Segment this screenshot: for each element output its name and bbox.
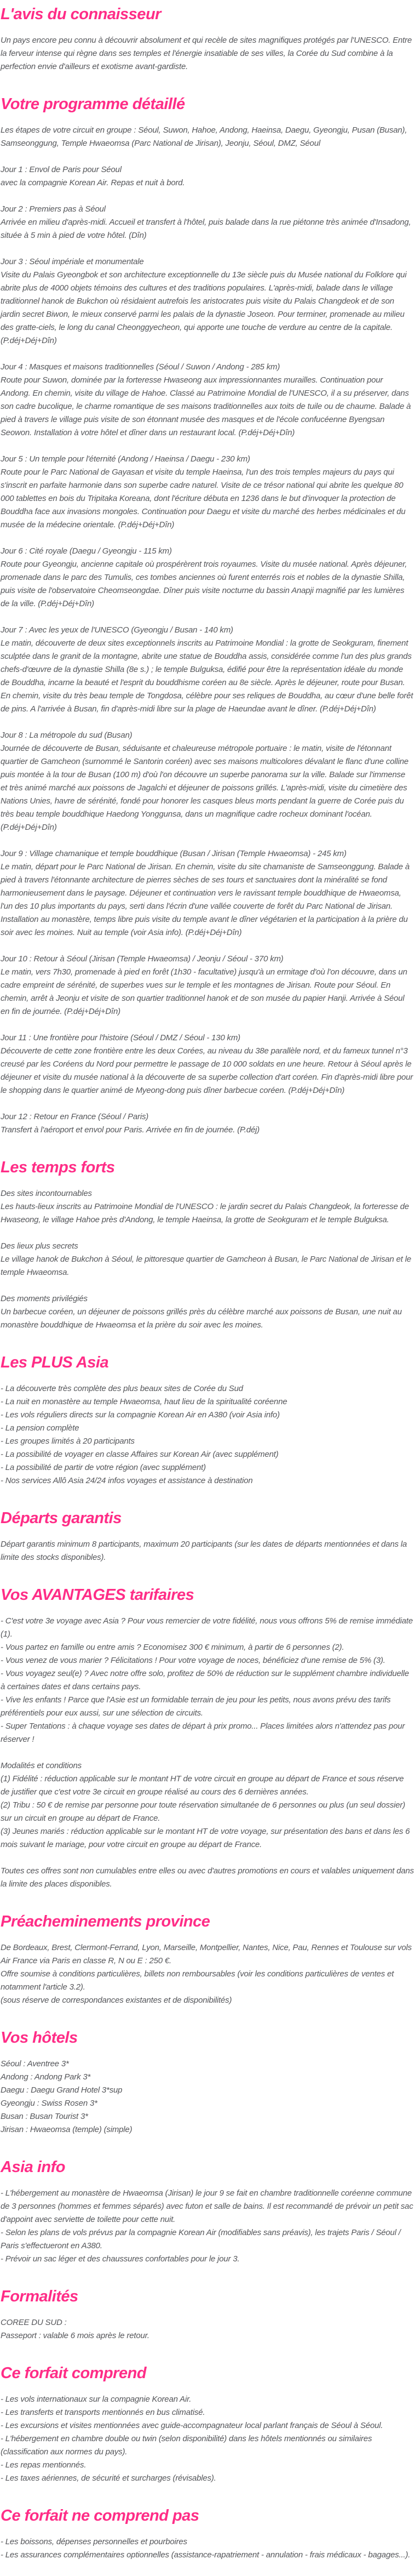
day-title: Jour 9 : Village chamanique et temple bouddhique (Busan / Jirisan (Temple Hwaeomsa) - 245 km)	[1, 849, 347, 858]
list-item: - La possibilité de voyager en classe Affaires sur Korean Air (avec supplément)	[1, 1450, 279, 1459]
forfait-ne-comprend-pas-list	[1, 2535, 414, 2562]
temps-forts-subtitle: Des lieux plus secrets	[1, 1241, 78, 1251]
temps-forts-body: Le village hanok de Bukchon à Séoul, le pittoresque quartier de Gamcheon à Busan, le Parc National de Jirisan et le temple Hwaeomsa.	[1, 1255, 411, 1277]
section-title-vos-hotels: Vos hôtels	[1, 2029, 78, 2047]
list-item: - Les groupes limités à 20 participants	[1, 1437, 135, 1446]
section-title-plus-asia: Les PLUS Asia	[1, 1354, 109, 1371]
condition-note: (1) Fidélité : réduction applicable sur le montant HT de votre circuit en groupe au départ de France et sous réserve de justifier que c'est votre 3e circuit en groupe réalisé au cours des 6 dernières années.	[1, 1774, 404, 1797]
plus-asia-list	[1, 1382, 414, 1488]
day-body: Le matin, découverte de deux sites exceptionnels inscrits au Patrimoine Mondial : la grotte de Seokguram, finement sculptée dans le granit de la montagne, abrite une statue de Bouddha assis, considérée comme l'un des plus grands chefs-d'œuvre de la dynastie Shilla (8e s.) ; le temple Bulguksa, édifié pour être la représentation idéale du monde de Bouddha, incarne la beauté et l'esprit du bouddhisme coréen au 8e siècle. Après le déjeuner, route pour Busan. En chemin, visite du très beau temple de Tongdosa, célèbre pour ses reliques de Bouddha, au cœur d'une belle forêt de pins. A l'arrivée à Busan, fin d'après-midi libre sur la plage de Haeundae avant le dîner. (P.déj+Déj+Dîn)	[1, 639, 413, 714]
preacheminements-block	[1, 1941, 414, 2007]
day-block-3	[1, 255, 414, 347]
day-body: Journée de découverte de Busan, séduisante et chaleureuse métropole portuaire : le matin, visite de l'étonnant quartier de Gamcheon (surnommé le Santorin coréen) avec ses maisons multicolores dévalant le flanc d'une colline puis montée à la tour de Busan (100 m) d'où l'on découvre un superbe panorama sur la ville. Balade sur l'immense et très animé marché aux poissons de Jagalchi et déjeuner de poissons grillés. L'après-midi, visite du cimetière des Nations Unies, havre de sérénité, fondé pour honorer les casques bleus morts pendant la guerre de Corée puis du très beau temple bouddhique Haedong Yonggunsa, dans un magnifique cadre rocheux dominant l'océan. (P.déj+Déj+Dîn)	[1, 744, 409, 832]
list-item: - Vous partez en famille ou entre amis ? Economisez 300 € minimum, à partir de 6 personnes (2).	[1, 1643, 344, 1652]
list-item: - Les vols internationaux sur la compagnie Korean Air.	[1, 2395, 192, 2404]
asia-info-list	[1, 2187, 414, 2266]
day-title: Jour 3 : Séoul impériale et monumentale	[1, 257, 144, 266]
preacheminements-line: (sous réserve de correspondances existantes et de disponibilités)	[1, 1996, 232, 2005]
list-item: - Les excursions et visites mentionnées avec guide-accompagnateur local parlant français de Séoul à Séoul.	[1, 2421, 383, 2430]
day-body: Route pour le Parc National de Gayasan et visite du temple Haeinsa, l'un des trois temples majeurs du pays qui s'inscrit en parfaite harmonie dans son superbe cadre naturel. Visite de ce trésor national qui abrite les quelque 80 000 tablettes en bois du Tripitaka Koreana, dont l'écriture débuta en 1236 dans le but d'invoquer la protection de Bouddha face aux invasions mongoles. Continuation pour Daegu et visite du marché des herbes médicinales et du musée de la médecine orientale. (P.déj+Déj+Dîn)	[1, 468, 406, 529]
day-body: Route pour Gyeongju, ancienne capitale où prospérèrent trois royaumes. Visite du musée national. Après déjeuner, promenade dans le parc des Tumulis, ces tombes anciennes où furent enterrés rois et nobles de la dynastie Shilla, puis visite de l'observatoire Cheomseongdae. Dîner puis visite nocturne du bassin Anapji magnifié par les lumières de la ville. (P.déj+Déj+Dîn)	[1, 560, 407, 608]
section-title-forfait-ne-comprend-pas: Ce forfait ne comprend pas	[1, 2507, 199, 2524]
day-title: Jour 4 : Masques et maisons traditionnelles (Séoul / Suwon / Andong - 285 km)	[1, 362, 280, 372]
day-block-5	[1, 453, 414, 532]
formalites-passport: Passeport : valable 6 mois après le retour.	[1, 2331, 149, 2340]
condition-note: (3) Jeunes mariés : réduction applicable sur le montant HT de votre voyage, sur présentation des bans et dans les 6 mois suivant le mariage, pour votre circuit en groupe au départ de France.	[1, 1827, 410, 1849]
list-item: - C'est votre 3e voyage avec Asia ? Pour vous remercier de votre fidélité, nous vous offrons 5% de remise immédiate (1).	[1, 1616, 413, 1639]
departs-garantis-paragraph: Départ garantis minimum 8 participants, maximum 20 participants (sur les dates de départs mentionnées et dans la limite des stocks disponibles).	[1, 1540, 407, 1562]
modalites-conditions-title: Modalités et conditions	[1, 1761, 82, 1770]
day-title: Jour 1 : Envol de Paris pour Séoul	[1, 165, 122, 174]
offres-footnote: Toutes ces offres sont non cumulables entre elles ou avec d'autres promotions en cours et valables uniquement dans la limite des places disponibles.	[1, 1866, 414, 1889]
list-item: - Selon les plans de vols prévus par la compagnie Korean Air (modifiables sans préavis), les trajets Paris / Séoul / Paris s'effectueront en A380.	[1, 2228, 401, 2250]
temps-forts-subtitle: Des moments privilégiés	[1, 1294, 88, 1303]
list-item: - L'hébergement au monastère de Hwaeomsa (Jirisan) le jour 9 se fait en chambre traditionnelle coréenne commune de 3 personnes (hommes et femmes séparés) avec futon et salle de bains. Il est recommandé de prévoir un petit sac d'appoint avec serviette de toilette pour cette nuit.	[1, 2189, 413, 2224]
temps-forts-subtitle: Des sites incontournables	[1, 1189, 92, 1198]
temps-forts-body: Les hauts-lieux inscrits au Patrimoine Mondial de l'UNESCO : le jardin secret du Palais Changdeok, la forteresse de Hwaseong, le village Hahoe près d'Andong, le temple Haeinsa, la grotte de Seokguram et le temple Bulguksa.	[1, 1202, 410, 1224]
avantages-list	[1, 1615, 414, 1746]
preacheminements-line: De Bordeaux, Brest, Clermont-Ferrand, Lyon, Marseille, Montpellier, Nantes, Nice, Pau, Rennes et Toulouse sur vols Air France via Paris en classe R, N ou E : 250 €.	[1, 1943, 412, 1965]
section-title-asia-info: Asia info	[1, 2158, 65, 2176]
section-title-forfait-comprend: Ce forfait comprend	[1, 2364, 147, 2382]
list-item: - Les taxes aériennes, de sécurité et surcharges (révisables).	[1, 2474, 216, 2483]
day-block-11	[1, 1031, 414, 1097]
hotel-item: Daegu : Daegu Grand Hotel 3*sup	[1, 2085, 123, 2095]
list-item: - Vous venez de vous marier ? Félicitations ! Pour votre voyage de noces, bénéficiez d'une remise de 5% (3).	[1, 1656, 385, 1665]
section-title-avantages-tarifaires: Vos AVANTAGES tarifaires	[1, 1586, 194, 1604]
day-body: Transfert à l'aéroport et envol pour Paris. Arrivée en fin de journée. (P.déj)	[1, 1125, 260, 1135]
list-item: - Les boissons, dépenses personnelles et pourboires	[1, 2537, 187, 2546]
section-title-avis-du-connaisseur: L'avis du connaisseur	[1, 5, 161, 23]
day-body: Route pour Suwon, dominée par la forteresse Hwaseong aux impressionnantes murailles. Continuation pour Andong. En chemin, visite du village de Hahoe. Classé au Patrimoine Mondial de l'UNESCO, il a su préserver, dans son cadre bucolique, le charme romantique de ses maisons traditionnelles aux toits de tuile ou de chaume. Balade à pied à travers le village puis visite de son étonnant musée des masques et de l'école confucéenne Byengsan Seowon. Installation à votre hôtel et dîner dans un restaurant local. (P.déj+Déj+Dîn)	[1, 375, 411, 437]
day-block-1	[1, 163, 414, 190]
day-title: Jour 11 : Une frontière pour l'histoire (Séoul / DMZ / Séoul - 130 km)	[1, 1033, 240, 1042]
day-title: Jour 8 : La métropole du sud (Busan)	[1, 731, 132, 740]
forfait-comprend-list	[1, 2393, 414, 2485]
hotel-item: Busan : Busan Tourist 3*	[1, 2112, 88, 2121]
temps-forts-body: Un barbecue coréen, un déjeuner de poissons grillés près du célèbre marché aux poissons de Busan, une nuit au monastère bouddhique de Hwaeomsa et la prière du soir avec les moines.	[1, 1307, 402, 1330]
day-block-9	[1, 847, 414, 939]
preacheminements-line: Offre soumise à conditions particulières, billets non remboursables (voir les conditions particulières de ventes et notamment l'article 3.2).	[1, 1969, 394, 1992]
modalites-conditions-block	[1, 1759, 414, 1851]
hotel-item: Séoul : Aventree 3*	[1, 2059, 69, 2068]
section-title-programme-detaille: Votre programme détaillé	[1, 95, 185, 113]
day-title: Jour 7 : Avec les yeux de l'UNESCO (Gyeongju / Busan - 140 km)	[1, 625, 233, 635]
temps-forts-block-2	[1, 1240, 414, 1279]
list-item: - Super Tentations : à chaque voyage ses dates de départ à prix promo... Places limitées alors n'attendez pas pour réserver !	[1, 1722, 405, 1744]
hotels-list	[1, 2058, 414, 2136]
list-item: - Les transferts et transports mentionnés en bus climatisé.	[1, 2408, 205, 2417]
list-item: - La nuit en monastère au temple Hwaeomsa, haut lieu de la spiritualité coréenne	[1, 1397, 287, 1406]
list-item: - La possibilité de partir de votre région (avec supplément)	[1, 1463, 206, 1472]
day-body: avec la compagnie Korean Air. Repas et nuit à bord.	[1, 178, 185, 187]
day-title: Jour 6 : Cité royale (Daegu / Gyeongju - 115 km)	[1, 546, 172, 556]
day-block-2	[1, 203, 414, 242]
day-block-10	[1, 953, 414, 1018]
list-item: - Les assurances complémentaires optionnelles (assistance-rapatriement - annulation - frais médicaux - bagages...).	[1, 2550, 411, 2560]
hotel-item: Andong : Andong Park 3*	[1, 2072, 91, 2082]
section-title-formalites: Formalités	[1, 2288, 78, 2305]
list-item: - La découverte très complète des plus beaux sites de Corée du Sud	[1, 1384, 243, 1393]
day-block-12	[1, 1110, 414, 1137]
list-item: - Vous voyagez seul(e) ? Avec notre offre solo, profitez de 50% de réduction sur le supplément chambre individuelle à certaines dates et dans certains pays.	[1, 1669, 410, 1691]
list-item: - Prévoir un sac léger et des chaussures confortables pour le jour 3.	[1, 2254, 240, 2264]
day-body: Découverte de cette zone frontière entre les deux Corées, au niveau du 38e parallèle nord, et du fameux tunnel n°3 creusé par les Coréens du Nord pour permettre le passage de 10 000 soldats en une heure. Retour à Séoul après le déjeuner et visite du musée national à la découverte de sa superbe collection d'art coréen. Fin d'après-midi libre pour le shopping dans le quartier animé de Myeong-dong puis dîner barbecue coréen. (P.déj+Déj+Dîn)	[1, 1046, 413, 1095]
day-title: Jour 2 : Premiers pas à Séoul	[1, 204, 106, 214]
temps-forts-block-3	[1, 1292, 414, 1332]
section-title-temps-forts: Les temps forts	[1, 1159, 115, 1176]
condition-note: (2) Tribu : 50 € de remise par personne pour toute réservation simultanée de 6 personnes ou plus (un seul dossier) sur un circuit en groupe au départ de France.	[1, 1800, 406, 1823]
list-item: - Vive les enfants ! Parce que l'Asie est un formidable terrain de jeu pour les petits, nous avons prévu des tarifs préférentiels pour eux aussi, sur une sélection de circuits.	[1, 1695, 391, 1718]
day-title: Jour 5 : Un temple pour l'éternité (Andong / Haeinsa / Daegu - 230 km)	[1, 454, 250, 464]
day-block-7	[1, 624, 414, 716]
hotel-item: Gyeongju : Swiss Rosen 3*	[1, 2099, 97, 2108]
day-title: Jour 10 : Retour à Séoul (Jirisan (Temple Hwaeomsa) / Jeonju / Séoul - 370 km)	[1, 954, 284, 964]
day-block-6	[1, 545, 414, 611]
list-item: - Nos services Allô Asia 24/24 infos voyages et assistance à destination	[1, 1476, 253, 1485]
list-item: - Les vols réguliers directs sur la compagnie Korean Air en A380 (voir Asia info)	[1, 1410, 280, 1420]
day-body: Visite du Palais Gyeongbok et son architecture exceptionnelle du 13e siècle puis du Musée national du Folklore qui abrite plus de 4000 objets témoins des cultures et des traditions populaires. L'après-midi, balade dans le village traditionnel hanok de Bukchon où résidaient autrefois les aristocrates puis visite du Palais Changdeok et de son jardin secret Biwon, le mieux conservé parmi les palais de la dynastie Joseon. Pour terminer, promenade au milieu des gratte-ciels, le long du canal Cheonggyecheon, qui apporte une touche de verdure au centre de la capitale. (P.déj+Déj+Dîn)	[1, 270, 407, 345]
formalites-block	[1, 2316, 414, 2343]
day-block-8	[1, 729, 414, 834]
section-title-preacheminements: Préacheminements province	[1, 1913, 210, 1930]
list-item: - Les repas mentionnés.	[1, 2460, 87, 2470]
programme-intro: Les étapes de votre circuit en groupe : Séoul, Suwon, Hahoe, Andong, Haeinsa, Daegu, Gyeongju, Pusan (Busan), Samseonggung, Temple Hwaeomsa (Parc National de Jirisan), Jeonju, Séoul, DMZ, Séoul	[1, 126, 407, 148]
day-body: Le matin, vers 7h30, promenade à pied en forêt (1h30 - facultative) jusqu'à un ermitage d'où l'on découvre, dans un cadre empreint de sérénité, de superbes vues sur le temple et les montagnes de Jirisan. Route pour Séoul. En chemin, arrêt à Jeonju et visite de son quartier traditionnel hanok et de son musée du papier Hanji. Arrivée à Séoul en fin de journée. (P.déj+Déj+Dîn)	[1, 967, 407, 1016]
day-body: Arrivée en milieu d'après-midi. Accueil et transfert à l'hôtel, puis balade dans la rue piétonne très animée d'Insadong, située à 5 min à pied de votre hôtel. (Dîn)	[1, 218, 411, 240]
hotel-item: Jirisan : Hwaeomsa (temple) (simple)	[1, 2125, 132, 2134]
list-item: - L'hébergement en chambre double ou twin (selon disponibilité) dans les hôtels mentionnés ou similaires (classification aux normes du pays).	[1, 2434, 372, 2457]
section-title-departs-garantis: Départs garantis	[1, 1509, 122, 1527]
list-item: - La pension complète	[1, 1423, 79, 1433]
temps-forts-block-1	[1, 1187, 414, 1227]
day-body: Le matin, départ pour le Parc National de Jirisan. En chemin, visite du site chamaniste de Samseonggung. Balade à pied à travers l'étonnante architecture de pierres sèches de ses tours et sanctuaires dont la minéralité se fond harmonieusement dans le paysage. Déjeuner et continuation vers le ravissant temple bouddhique de Hwaeomsa, l'un des 10 plus importants du pays, serti dans l'écrin d'une vallée couverte de forêt du Parc National de Jirisan. Installation au monastère, temps libre puis visite du temple avant le dîner végétarien et la participation à la prière du soir avec les moines. Nuit au temple (voir Asia info). (P.déj+Déj+Dîn)	[1, 862, 410, 937]
day-title: Jour 12 : Retour en France (Séoul / Paris)	[1, 1112, 149, 1121]
avis-paragraph: Un pays encore peu connu à découvrir absolument et qui recèle de sites magnifiques protégés par l'UNESCO. Entre la ferveur intense qui règne dans ses temples et l'énergie insatiable de ses villes, la Corée du Sud combine à la perfection envie d'ailleurs et exotisme avant-gardiste.	[1, 36, 412, 71]
day-block-4	[1, 361, 414, 440]
formalites-country: COREE DU SUD :	[1, 2318, 67, 2327]
